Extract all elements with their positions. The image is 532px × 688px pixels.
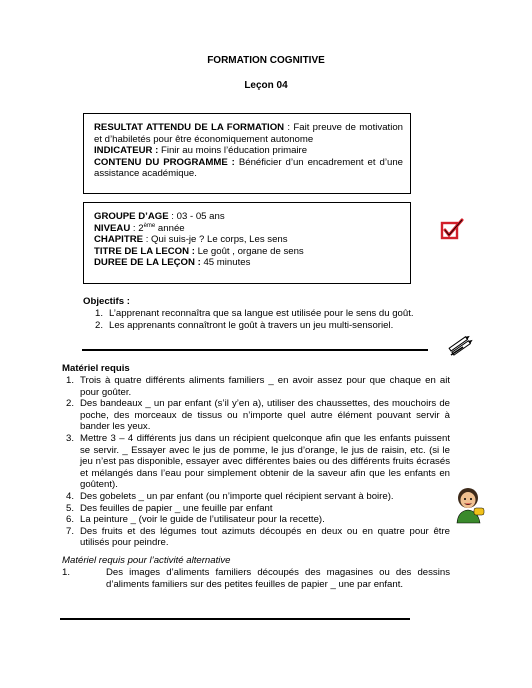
contenu-text: Bénéficier d’un encadrement et d’une assistance académique.	[94, 156, 403, 180]
objectives-list	[83, 308, 423, 331]
alternative-item	[62, 567, 450, 590]
list-item	[62, 514, 450, 526]
contenu-line	[94, 157, 403, 180]
item-text: L’apprenant reconnaîtra que sa langue est utilisée pour le sens du goût.	[109, 308, 414, 319]
resultat-text: : Fait preuve de motivation et d’habiletés pour être économiquement autonome	[94, 122, 403, 145]
item-text: Des gobelets _ un par enfant (ou n’importe quel récipient servant à boire).	[80, 490, 394, 502]
chapitre-text: : Qui suis-je ? Le corps, Les sens	[143, 234, 288, 246]
pencils-icon	[447, 333, 475, 359]
list-item	[62, 398, 450, 433]
document-title: FORMATION COGNITIVE	[207, 55, 325, 66]
materials-list	[62, 375, 450, 549]
item-text: Des bandeaux _ un par enfant (s’il y’en a), utiliser des chaussettes, des mouchoirs de poche, des morceaux de tissus ou n’importe quel autre élément pouvant servir à bander les yeux.	[80, 398, 450, 433]
item-number: 7.	[66, 525, 75, 537]
chapitre-label: CHAPITRE	[94, 234, 144, 246]
footer-divider	[60, 618, 410, 620]
item-text: Trois à quatre différents aliments familiers _ en avoir assez pour que chaque en ait pour goûter.	[80, 375, 450, 398]
item-text: Des feuilles de papier _ une feuille par enfant	[80, 502, 273, 514]
item-text: Des images d’aliments familiers découpés des magasines ou des dessins d’aliments familiers sur des petites feuilles de papier _ une par enfant.	[106, 567, 450, 590]
chapitre-line	[94, 234, 403, 246]
alternative-materials-heading: Matériel requis pour l’activité alternative	[62, 555, 231, 566]
lesson-info-box	[83, 202, 411, 284]
item-number: 1.	[95, 308, 104, 319]
titre-line	[94, 246, 403, 258]
item-number: 2.	[95, 319, 104, 331]
list-item	[83, 308, 423, 320]
niveau-label: NIVEAU	[94, 222, 131, 234]
item-text: Des fruits et des légumes tout azimuts découpés en deux ou en quatre pour être utilisés pour peindre.	[80, 525, 450, 549]
niveau-line	[94, 223, 403, 235]
niveau-text-pre: : 2	[130, 222, 144, 234]
child-face-icon	[452, 486, 486, 524]
checkbox-checked-icon	[440, 218, 466, 242]
lesson-number: Leçon 04	[244, 80, 288, 91]
list-item	[83, 320, 423, 332]
item-number: 1.	[62, 567, 71, 578]
niveau-text-post: année	[155, 222, 185, 234]
section-divider	[82, 349, 428, 351]
list-item	[62, 503, 450, 515]
item-number: 2.	[66, 398, 75, 410]
duree-line	[94, 257, 403, 269]
indicateur-line	[94, 145, 403, 157]
item-text: La peinture _ (voir le guide de l’utilisateur pour la recette).	[80, 514, 325, 526]
list-item	[62, 433, 450, 491]
item-number: 3.	[66, 432, 75, 444]
groupe-label: GROUPE D’AGE	[94, 211, 169, 222]
item-number: 6.	[66, 514, 75, 526]
resultat-line	[94, 122, 403, 145]
training-result-box	[83, 113, 411, 194]
duree-label: DUREE DE LA LEÇON :	[94, 257, 201, 269]
contenu-label: CONTENU DU PROGRAMME :	[94, 156, 235, 168]
resultat-label: RESULTAT ATTENDU DE LA FORMATION	[94, 122, 285, 133]
list-item	[62, 375, 450, 398]
list-item	[62, 491, 450, 503]
indicateur-label: INDICATEUR :	[94, 145, 159, 157]
groupe-text: : 03 - 05 ans	[168, 211, 225, 222]
titre-text: Le goût , organe de sens	[194, 245, 304, 257]
item-number: 1.	[66, 375, 75, 386]
niveau-sup: ème	[143, 222, 156, 229]
item-text: Mettre 3 – 4 différents jus dans un récipient quelconque afin que les enfants puissent se servir. _ Essayer avec le jus de pomme, le jus d’orange, le jus de raisin, etc. (si le jeu n’est pas disponible, essayer avec différentes baies ou des différents fruits écrasés et mélangés dans l’eau pour simplement obtenir de la saveur afin que les enfants en goûtent).	[80, 432, 450, 491]
item-number: 5.	[66, 502, 75, 514]
item-number: 4.	[66, 490, 75, 502]
item-text: Les apprenants connaîtront le goût à travers un jeu multi-sensoriel.	[109, 319, 394, 331]
objectives-heading: Objectifs :	[83, 296, 130, 307]
groupe-line	[94, 211, 403, 223]
indicateur-text: Finir au moins l’éducation primaire	[158, 145, 308, 157]
materials-heading: Matériel requis	[62, 363, 130, 374]
list-item	[62, 526, 450, 549]
duree-text: 45 minutes	[200, 257, 251, 269]
titre-label: TITRE DE LA LECON :	[94, 245, 195, 257]
